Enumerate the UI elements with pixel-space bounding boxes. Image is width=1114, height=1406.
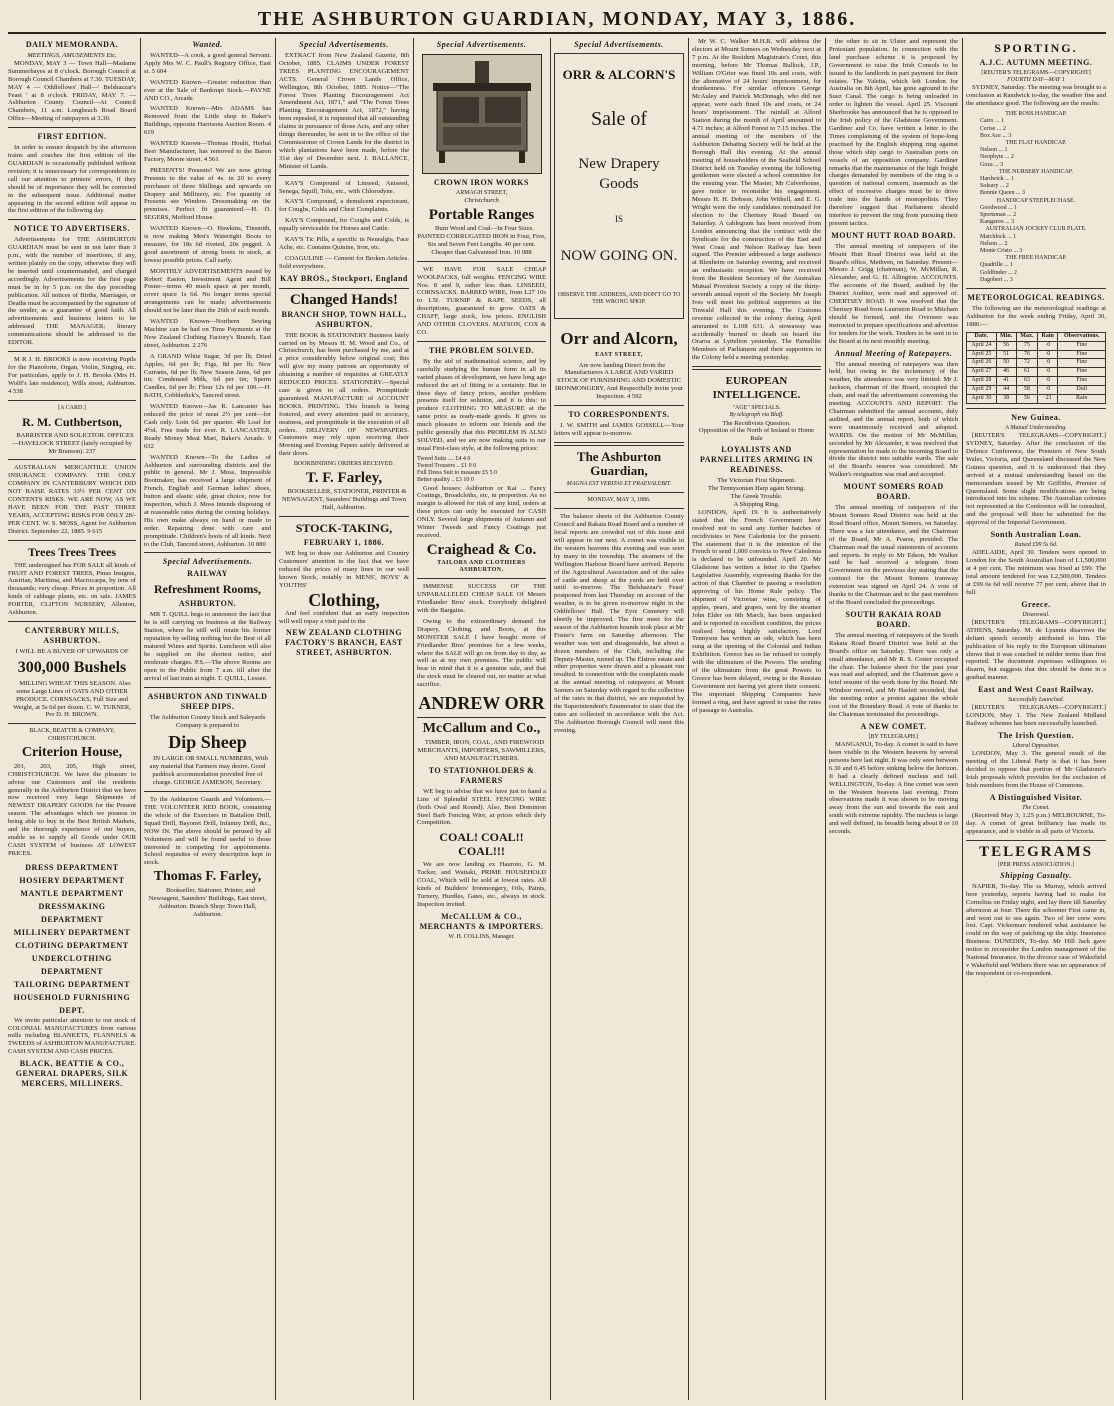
orr-now-going-on: NOW GOING ON. <box>560 247 678 264</box>
railway-news-title: East and West Coast Railway. <box>978 685 1094 695</box>
coal-heading: COAL! COAL!! COAL!!! <box>439 830 524 859</box>
department-item: TAILORING DEPARTMENT <box>13 979 131 989</box>
met-cell: Fine <box>1058 368 1106 377</box>
masthead-title: THE ASHBURTON GUARDIAN, MONDAY, MAY 3, 1886. <box>257 8 857 30</box>
kay-ad: KAY'S Compound, a demulcent expectorant, for Coughs, Colds and Chest Complaints. <box>279 198 409 214</box>
guinea-subtitle: A Mutual Understanding. <box>1005 424 1067 431</box>
mccallum-text-2: WE beg to advise that we have just to hand a Line of Splendid STEEL FENCING WIRE (both Oval and Round). Also, Best Dominion Steel Barb Fencing Wire, at prices which defy Competition. <box>417 787 546 827</box>
railway-subtitle: Refreshment Rooms, <box>153 582 262 597</box>
spacer <box>557 266 681 292</box>
divider <box>144 687 271 688</box>
immense-success: IMMENSE SUCCESS OF THE UNPARALLELED CHEAP SALE Of Messrs Friedlander Bros' stock. Everybody delighted with the Bargains. <box>417 583 546 615</box>
wanted-ad: WANTED Known—Mrs ADAMS has Removed from the Little shop to Baker's Buildings, opposite Harrisons Auction Room. 4 619 <box>144 105 271 137</box>
euro-heading: A Shipping Ring. <box>733 501 780 508</box>
divider <box>144 552 271 553</box>
loan-subtitle: Raised £99 5s 6d. <box>1014 542 1058 549</box>
railway-news-subtitle: Successfully Launched. <box>1008 697 1064 704</box>
dip-head: ASHBURTON AND TINWALD SHEEP DIPS. <box>147 691 268 711</box>
met-cell: Fine <box>1058 341 1106 350</box>
comet-byline: [BY TELEGRAPH.] <box>868 733 919 740</box>
wanted-ad: WANTED Known—To the Ladies of Ashburton and surrounding districts and the public in general. Mr J. Moss, Impressible Bootmaker, has received a large shipment of French, English and German ladies' shoes, button and elastic side, great choice, now for inspection, which J. Moss intends disposing of at reasonable rates during the coming holidays. His own make always on hand or made to order. Repairing done with care and promptitude. Children's boots of all kinds. Next to the Club, Tancred street, Ashburton. 10 880 <box>144 453 271 548</box>
changed-hands-subtitle: BRANCH SHOP, TOWN HALL, ASHBURTON. <box>281 309 407 329</box>
race-result: Goza ... 3 <box>980 161 1004 168</box>
race-name: THE NURSERY HANDICAP. <box>999 168 1073 175</box>
met-cell: Fine <box>1058 377 1106 386</box>
divider <box>966 840 1106 841</box>
wanted-ad: WANTED Known—O. Hawkins, Tinsmith, is now making Men's Watertight Boots to measure, for 18s 6d riveted, 20s pegged. A good assortment of strong boots in stock, at lowest possible prices. Call early. <box>144 225 271 264</box>
divider <box>279 175 409 176</box>
department-item: HOSIERY DEPARTMENT <box>19 875 125 885</box>
orr-goods: New Drapery Goods <box>578 156 660 192</box>
cuthbertson-name: R. M. Cuthbertson, <box>22 414 122 429</box>
railway-text: MR T. QUILL begs to announce the fact that he is still carrying on business at the Railway Station, where he still will retain his former reputation by selling nothing but the Best of all matured Wines and Spirits. Luncheon will also be supplied on the shortest notice, and moderate charges. P.S.—The above Rooms are open to the Public from 7 a.m. till after the arrival of last train at night. T. QUILL, Lessee. <box>144 611 271 682</box>
race-result: Monte Cristo ... 3 <box>980 247 1023 254</box>
trees-title: Trees Trees Trees <box>27 544 117 559</box>
race-name: THE FREE HANDICAP. <box>1005 255 1067 262</box>
met-table-body <box>967 341 1106 403</box>
notice-text: Advertisements for THE ASHBURTON GUARDIAN must be sent in not later than 3 p.m., with the number of insertions, if any, written plainly on the copy, otherwise they will be inserted until countermanded, and charged accordingly. Advertisements for the first page must be in by 5 p.m. on the day preceding publication. All notices of Births, Marriages, or Deaths must be accompanied by the signature of the sender, as a guarantee of good faith. All advertisements and business letters to be addressed THE MANAGER; literary communications should be addressed to the EDITOR. <box>8 236 136 347</box>
met-cell: 46 <box>996 368 1016 377</box>
nzcc-sign: NEW ZEALAND CLOTHING FACTORY'S BRANCH, EAST STREET, ASHBURTON. <box>285 628 403 658</box>
met-cell: Dull <box>1058 386 1106 395</box>
south-rakaia-title: SOUTH RAKAIA ROAD BOARD. <box>845 609 942 629</box>
tf-farley-name: T. F. Farley, <box>305 470 383 487</box>
met-cell: 61 <box>1016 368 1037 377</box>
clothing-text: And feel confident that an early inspection will well repay a visit paid to the <box>279 609 409 625</box>
met-cell: April 26 <box>967 359 997 368</box>
dip-text-2: IN LARGE OR SMALL NUMBERS, With any material that Farmers may desire. Good paddock accommodation provided free of charge. GEORGE JAMESON, Secretary. <box>149 755 268 787</box>
met-col-header: Date. <box>967 332 997 341</box>
crown-city: Christchurch <box>464 197 499 205</box>
mount-hutt-text: The annual meeting of ratepayers of the Mount Hutt Road District was held at the Board's office, Methven, on Saturday. Present—Messrs J. Grigg (chairman), W. McMillan, R. Alexander, and G. H. Allington. ACCOUNTS. The accounts of the Board, audited by the District Auditor, were read and approved of. CHERTSEY ROAD. It was resolved that the Chertsey Road from Lauriston Road to Mitcham should be formed, and the Overseer was instructed to prepare specifications and advertise for tenders for the work. Tenders to be sent in to the Board at its next monthly meeting. <box>829 242 958 345</box>
met-cell: 51 <box>996 350 1016 359</box>
met-cell: 44 <box>996 386 1016 395</box>
department-list <box>8 861 136 1017</box>
met-row <box>967 377 1106 386</box>
met-cell: Rain <box>1058 395 1106 404</box>
news-continued-text: the other to sit in Ulster and represent the Protestant population. In connection with the land purchase scheme it is proposed by Government to raise the Irish Consols to be issued to the landlords in part payment for their estates. The Valetta, which left London for Australia on 8th April, has gone aground in the Suez Canal. The cargo is being unloaded in order to lighten the vessel. April 25. Viscount Sherbrooke has announced that he is opposed to the Irish policy of the Gladstone Government. Gardiner and Co. have written a letter to the Times complaining of the system of hope-long practised by the English shipping ring against those which ship cargo to Australian ports on vessels of an opposition company. Gardiner remarks that the maintenance of the high freight charges demanded by members of the ring is a question of national concern, inasmuch as the effect of excessive charges must be to drive trade into the hands of monopolists. They therefore suggest that Parliament should interfere to prevent the ring from pursuing their present tactics. <box>829 38 958 227</box>
race-name: THE ROSS HANDICAP. <box>1005 111 1067 118</box>
met-cell: ·0 <box>1038 386 1058 395</box>
stationholders-heading: TO STATIONHOLDERS & FARMERS <box>428 765 535 785</box>
farley-name: Thomas F. Farley, <box>153 869 262 885</box>
divider <box>554 405 684 406</box>
orr-sale-of: Sale of <box>590 108 648 130</box>
met-cell: ·21 <box>1038 395 1058 404</box>
greece-subtitle: Disavowal. <box>1022 611 1050 618</box>
divider <box>417 578 546 579</box>
editorial-text: The balance sheets of the Ashburton County Council and Rakaia Road Board and a number of local reports are crowded out of this issue and will appear in our next. A comet was visible in the western heavens this evening and was seen by many in the township. The steamers of the Wellington Harbour Board have arrived. Reports of the Agricultural Association and of the sales of cattle and sheep at the yards are held over until to-morrow. The 'Belshazzar's Feast' postponed from last Thursday on account of the weather, is to be given to-morrow night in the Oddfellows' Hall. The Eyre Cemetery will shortly be improved. The first meet for the season of the Ashburton hounds took place at Mr Foster's farm on Saturday afternoon. The weather was wet and disagreeable, but about a dozen members of the Club, including the Deputy-Master, turned up. The Elstree estate and other properties were drawn and a pleasant run resulted. In connection with the complaints made at the annual meeting of ratepayers at Mount Somers on Saturday with regard to the collection of the rates in that district, we are requested by the Superintendent's Enumerator to state that the rates are collected in accordance with the Act. The Ashburton Borough Council will meet this evening. <box>554 513 684 734</box>
met-cell: April 29 <box>967 386 997 395</box>
irish-title: The Irish Question. <box>998 731 1074 741</box>
euro-heading: The Greek Trouble. <box>730 493 783 501</box>
department-item: DRESS DEPARTMENT <box>25 862 119 872</box>
double-divider <box>692 366 821 370</box>
met-col-header: Max. <box>1016 332 1037 341</box>
special-ads-title: Special Advertisements. <box>436 40 527 49</box>
euro-heading: The Recidivists Question. <box>722 419 791 427</box>
met-table <box>966 332 1106 404</box>
met-title: METEOROLOGICAL READINGS. <box>967 293 1105 302</box>
divider <box>8 351 136 352</box>
woolpacks-ad: WE HAVE FOR SALE CHEAP WOOLPACKS, full weights. FENCING WIRE Nos. 8 and 9, rather less than. LINSEED, CORNSACKS. BARBED WIRE, from L27 10s to L5f. TURNIP & RAPE SEEDS, all descriptions, guaranteed to grow. OATS & CHAFF, large stock, low prices. ENGLISH AND OTHER CLOVERS. MATSON, COX & CO. <box>417 265 546 336</box>
brooks-ad: M R J. H. BROOKS is now receiving Pupils for the Pianoforte, Organ, Violin, Singing, etc. For particulars, apply to J. H. Brooks (Mrs H. Wolff's late residence), Wills street, Ashburton. 4 538 <box>8 356 136 395</box>
dip-sheep: Dip Sheep <box>168 732 247 753</box>
loan-text: ADELAIDE, April 30. Tenders were opened in London for the South Australian loan of L1,500,000 at 4 per cent. The minimum was fixed at £99. The total amount tendered for was L2,500,000. Tenders at £99 6s 6d will receive 77 per cent, above that in full. <box>966 549 1106 596</box>
paper-title: The Ashburton Guardian, <box>576 448 662 478</box>
visitor-text: (Received May 3, 1.25 p.m.) MELBOURNE, To-day. A comet of great brilliancy has made its appearance, and is visible in all parts of Victoria. <box>966 812 1106 835</box>
divider <box>279 288 409 289</box>
race-result: Sportsman ... 2 <box>980 211 1017 218</box>
telegrams-byline: [PER PRESS ASSOCIATION.] <box>997 861 1075 868</box>
kay-ad: KAY'S Compound of Linseed, Aniseed, Senega, Squill, Tolu, etc., with Chlorodyne. <box>279 179 409 195</box>
race-name: HANDICAP STEEPLECHASE. <box>996 197 1076 204</box>
race-results <box>966 111 1106 284</box>
met-cell: ·0 <box>1038 341 1058 350</box>
sporting-title: SPORTING. <box>994 41 1078 55</box>
mount-hutt-title: MOUNT HUTT ROAD BOARD. <box>831 230 956 240</box>
bookbinding-line: BOOKBINDING ORDERS RECEIVED. <box>293 461 395 468</box>
met-cell: 56 <box>996 341 1016 350</box>
race-result: Quadrille ... 1 <box>980 262 1014 269</box>
orr-is: IS <box>614 214 623 224</box>
irish-text: LONDON, May 3. The general result of the meeting of the Liberal Party is that it has been decided to oppose that portion of Mr Gladstone's Irish proposals which provides for the exclusion of Irish members from the House of Commons. <box>966 750 1106 789</box>
divider <box>8 540 136 541</box>
column-rule <box>962 38 963 1400</box>
met-cell: 72 <box>1016 359 1037 368</box>
memoranda-title: DAILY MEMORANDA. <box>25 40 119 49</box>
price-line: Full Dress Suit to measure £5 5 0 <box>417 470 498 477</box>
stocktaking-date: FEBRUARY 1, 1886. <box>303 538 385 548</box>
special-ads-title: Special Advertisements. <box>574 40 664 49</box>
met-row <box>967 341 1106 350</box>
railway-title: RAILWAY <box>187 569 228 579</box>
telegrams-text: NAPIER, To-day. The ss Murray, which arrived here yesterday, reports having had to make for Cornelius on Friday night, and lay there till Saturday afternoon at four. There the schooner First came in, and went out to sea again. Two of her crew were lost. Capt. Vickerman rendered what assistance he could on the way of patching up the ship. Insurance Business. DUNEDIN, To-day. Mr Hill Jack gave notice to reconsider the London management of the National Insurance. In the divorce case of Wakefield v Wakefield and Withers there was no appearance of the respondent or co-respondent. <box>966 882 1106 977</box>
masthead <box>8 6 1106 34</box>
met-text: The following are the meteorological readings at Ashburton for the week ending Friday, April 30, 1886:— <box>966 305 1106 328</box>
race-name: THE FLAT HANDICAP. <box>1005 139 1067 146</box>
column-rule <box>550 38 551 1400</box>
met-cell: 58 <box>1016 386 1037 395</box>
divider <box>417 261 546 262</box>
wanted-ad: WANTED Known—Jas R. Lancaster has reduced the price of meat 2½ per cent—for Cash only. Loin 6d. per quarter. 4lb Loaf for 4½d. Free trade for ever. R. LANCASTER, Ready Money Meat Mart, Baker's Arcade. 9 632 <box>144 403 271 450</box>
orr-owing: Owing to the extraordinary demand for Drapery, Clothing, and Boots, at this MONSTER SALE I have bought more of Friedlander Bros' premises for a few weeks, where the SALE will go on from day to day, as well as at my own premises. The public will bear in mind that it is a genuine sale, and that the stock must be cleared out, no matter at what sacrifice. <box>417 617 546 689</box>
stove-icon <box>423 55 541 173</box>
stocktaking-text: WE beg to draw our Ashburton and Country Customers' attention to the fact that we have reduced the prices of many lines in our well known Stock, notably in MENS', BOYS' & YOUTHS' <box>279 550 409 589</box>
euro-heading: The Tennysonian Harp again Strung. <box>707 485 806 493</box>
met-cell: 63 <box>1016 377 1037 386</box>
met-table-header <box>967 332 1106 341</box>
met-cell: ·0 <box>1038 377 1058 386</box>
special-ads-title: Special Advertisements. <box>299 40 389 49</box>
correspondents-title: TO CORRESPONDENTS. <box>568 410 670 420</box>
column-1 <box>8 38 136 1400</box>
divider <box>8 459 136 460</box>
column-rule <box>275 38 276 1400</box>
met-row <box>967 350 1106 359</box>
race-result: Cairo ... 1 <box>980 118 1004 125</box>
met-row <box>967 359 1106 368</box>
column-4 <box>417 38 546 1400</box>
craighead-title: Craighead & Co. <box>426 541 537 558</box>
race-result: Bonnie Queen ... 3 <box>980 190 1025 197</box>
orr2-text: Are now landing Direct from the Manufacturers A LARGE AND VARIED STOCK OF FURNISHING AND DOMESTIC IRONMONGERY, And Respectfully invite your Inspection. 4 592 <box>555 361 683 401</box>
amu-ad: AUSTRALIAN MERCANTILE UNION INSURANCE COMPANY. THE ONLY COMPANY IN CANTERBURY WHICH DID NOT RAISE RATES 33½ PER CENT ON CONTENTS RISKS. WE ARE NOW, AS WE HAVE BEEN FOR THE PAST THREE YEARS, ACCEPTING RISKS FOR ONLY 28/- PER CENT. W. S. MOSS, Agent for Ashburton District. September 22, 1885. 9 615 <box>8 464 136 535</box>
paper-motto: MAGNA EST VERITAS ET PRAEVALEBIT. <box>566 480 672 487</box>
department-item: DRESSMAKING DEPARTMENT <box>38 901 106 924</box>
euro-heading: The Victorian First Shipment. <box>717 477 796 485</box>
criterion-text: 201, 203, 205, High street, CHRISTCHURCH. We have the pleasure to advise our Customers and the residents generally in the Ashburton District that we have now received very large Shipments of NEWEST DRAPERY GOODS for the Present season. The advantages which we possess in being able to buy in the Best British Markets, and the thorough experience of our buyers, enable us to supply all Goods under OUR CASH SYSTEM of business AT LOWEST PRICES. <box>8 762 136 857</box>
forest-trees-notice: EXTRACT from New Zealand Gazette, 8th October, 1885. CLAIMS UNDER FOREST TREES PLANTING ENCOURAGEMENT ACTS. General Crown Lands Office, Wellington, 8th October, 1885. Notice—"The Forest Trees Planting Encouragement Act Amendment Act, 1871," and "The Forest Trees Planting Encouragement Act, 1872," having been repealed, it is requested that all outstanding claims in pursuance of those Acts, and any other things thereunder, be sent in to the office of the Commissioner of Crown Lands for the district in which plantations have been made, before the 31st day of December next. J. BALLANCE, Minister of Lands. <box>279 52 409 170</box>
divider <box>966 408 1106 409</box>
euro-heading: Opposition of the North of Ireland to Home Rule <box>698 427 815 443</box>
met-cell: April 28 <box>967 377 997 386</box>
ratepayers-text: The annual meeting of ratepayers was then held, but owing to the inclemency of the weather, the attendance was very limited. Mr J. Jackson, chairman of the Board, occupied the chair, and read the advertisement convening the meeting. ACCOUNTS AND REPORT. The Chairman submitted the annual accounts, duly audited, and the annual report, both of which were unanimously received and adopted. WARDS. On the motion of Mr McMillan, seconded by Mr Alexander, it was resolved that representation be made to the incoming Board to divide the district into suitable wards. The sale of the Board's reserve was considered. Mr Walker's resignation was read and accepted. <box>829 360 958 479</box>
mills-title: CANTERBURY MILLS, ASHBURTON. <box>24 625 120 645</box>
special-ads-title: Special Advertisements. <box>162 557 253 567</box>
visitor-title: A Distinguished Visitor. <box>989 792 1083 802</box>
orr-observe: OBSERVE THE ADDRESS, AND DON'T GO TO THE WRONG SHOP. <box>557 291 681 306</box>
changed-hands-text: THE BOOK & STATIONERY Business lately carried on by Messrs H. M. Wood and Co., of Christchurch, has been purchased by me, and at a price considerably below original cost; this will give my many patrons an opportunity of obtaining a number of requisites at GREATLY REDUCED PRICES. STATIONERY.—Special care is given to all orders. Promptitude guaranteed. MANUFACTURE of ACCOUNT BOOKS. PRINTING. This branch is being fostered, and every attention paid to accuracy, neatness, and promptitude in the execution of all orders. DELIVERY OF NEWSPAPERS. Customers may rely upon receiving their Morning and Evening Papers safely delivered at their doors. <box>279 331 409 458</box>
department-item: MANTLE DEPARTMENT <box>20 888 124 898</box>
ajc-title: A.J.C. AUTUMN MEETING. <box>979 58 1093 67</box>
met-col-header: Min. <box>996 332 1016 341</box>
orr2-street: EAST STREET, <box>595 352 643 359</box>
column-rule <box>825 38 826 1400</box>
spacer <box>557 84 681 106</box>
wanted-ad: WANTED Known—Greater reduction than ever at the Sale of Bankrupt Stock.—PAYNE AND CO., Arcade. <box>144 78 271 102</box>
local-news-text: Mr W. C. Walker M.H.R. will address the electors at Mount Somers on Wednesday next at 7 p.m. At the Resident Magistrate's Court, this morning, before Mr Thomas Bullock, J.P., William O'Grier was fined 10s and costs, with the alternative of 24 hours' imprisonment, for drunkenness. For similar offences George McAuley and Patrick McDonagh, who did not appear, were each fined 10s and costs, or 24 hours' imprisonment. The rainfall at Alford Station during the month of April amounted to 4.71 inches; at Alford Forest to 7.15 inches. The annual meeting of the members of the Ashburton Debating Society will be held at the Borough Hall this evening. At the annual meeting of householders of the Seafield School District held on Tuesday evening the following gentlemen were elected a school committee for the ensuing year. The Master, Mr Culverhouse, gave notice to reconsider his engagement. Messrs H. H. Dobson, John Withell, and E. G. Wright were the only candidates nominated for election to the Chertsey Road Board on Saturday. A cablegram has been received from London announcing that the contract with the Syndicate for the construction of the East and West Coast and Nelson Railway has been signed. The Premier addressed a large audience at Blenheim on Saturday evening, and received an enthusiastic reception. We have received from the Resident Secretary of the Australian Mutual Provident Society a copy of the thirty-seventh annual report of the Society. Mr Joseph Ives will meet his political supporters at the Tinwald Hall this evening. The Customs revenue collected in the colony during April amounted to L108 631. A stowaway was accidentally burned to death on board the Oraroa at Lyttelton yesterday. The Parnellite Members of Parliament and their supporters in the Colony held a meeting yesterday. <box>692 38 821 362</box>
euro-subtitle: "AGE" SPECIALS. <box>732 405 781 412</box>
race-result: Goldfinder ... 2 <box>980 269 1017 276</box>
spacer <box>557 132 681 154</box>
met-cell: Fine <box>1058 359 1106 368</box>
met-cell: 75 <box>1016 341 1037 350</box>
euro-text: LONDON, April 19. It is authoritatively stated that the French Government have resolved not to send any further batches of recidivistes to New Caledonia for the present. The statement that it is the intention of the French to send 1,000 convicts to New Caledonia is declared to be unfounded. April 20. Mr Gladstone has written a letter to the Quebec Legislative Assembly, expressing thanks for the action of that Chamber in passing a resolution approving of his Home Rule policy. The shipment of Victorian wine, consisting of apples, pears, and grapes, sent by the steamer John Elder on 6th March, has been unpacked and is reported in excellent condition, the prices realised being highly satisfactory. Lord Tennyson has written an ode, which has been sung at the opening of the Colonial and Indian Exhibition. Greece has so far refused to comply with the ultimatum of the Powers. The sending of the ultimatum from the great Powers to Greece has been delayed, owing to the Russian Government not having yet given their consent. The important Shipping Companies have formed a ring, and have agreed to raise the rates of passage to Australia. <box>692 508 821 714</box>
wanted-ad: WANTED Known—Northern Sewing Machine can be had on Time Payments at the New Zealand Clothing Factory's Branch, East street, Ashburton. 2 276 <box>144 318 271 349</box>
department-item: HOUSEHOLD FURNISHING DEPT. <box>13 992 131 1015</box>
clothing-heading: Clothing, <box>308 589 380 610</box>
ratepayers-title: Annual Meeting of Ratepayers. <box>834 348 953 358</box>
divider <box>8 219 136 220</box>
wanted-ad: WANTED Known—Thomas Houlit, Herbal Beer Manufacturer, has removed to the Baron Factory, Moore street. 4 561 <box>144 140 271 163</box>
first-edition-title: FIRST EDITION. <box>37 132 107 142</box>
price-line: Tweed Trousers .. £1 0 0 <box>417 462 477 469</box>
euro-heading: LOYALISTS AND PARNELLITES ARMING IN READINESS. <box>699 445 814 475</box>
ranges-title: Portable Ranges <box>428 207 535 224</box>
met-cell: ·0 <box>1038 350 1058 359</box>
mccallum-text: TIMBER, IRON, COAL, AND FIREWOOD MERCHANTS, IMPORTERS, SAWMILLERS, AND MANUFACTURERS. <box>417 739 546 762</box>
kay-ad: KAY'S Tic Pills, a specific in Neuralgia, Face Ache, etc. Contains Quinine, Iron, etc. <box>279 236 409 251</box>
met-cell: ·0 <box>1038 368 1058 377</box>
guinea-text: [REUTER'S TELEGRAMS—COPYRIGHT.] SYDNEY, Saturday. After the conclusion of the Defence Conference, the Premiers of New South Wales, Victoria, and Queensland discussed the New Guinea question, and it is understood that they arrived at a mutual understanding based on the memorandum issued by Mr Griffiths, Premier of Queensland. Some slight modifications are being introduced into his scheme. The Australian colonies not represented at the Conference will be consulted, and the proposal will then be submitted for the approval of the Imperial Government. <box>966 432 1106 527</box>
irish-subtitle: Liberal Opposition. <box>1012 743 1060 750</box>
crown-street: ARMAGH STREET, <box>455 190 508 196</box>
orr2-title: Orr and Alcorn, <box>560 329 678 349</box>
railway-news-text: [REUTER'S TELEGRAMS—COPYRIGHT.] LONDON, May 1. The New Zealand Midland Railway schemes has been successfully launched. <box>966 704 1106 728</box>
ajc-text: SYDNEY, Saturday. The meeting was brought to a conclusion at Randwick to-day, the weather fine and the attendance good. The following are the results: <box>966 84 1106 108</box>
loan-title: Sonth Australian Loan. <box>990 530 1082 540</box>
mills-bushels: 300,000 Bushels <box>17 658 127 676</box>
orr-alcorn-sale-ad <box>554 53 684 319</box>
criterion-sign: BLACK, BEATTIE & CO., GENERAL DRAPERS, SILK MERCERS, MILLINERS. <box>15 1059 129 1089</box>
race-result: Nelson ... 1 <box>980 147 1008 154</box>
met-cell: April 30 <box>967 395 997 404</box>
cuthbertson-text: BARRISTER AND SOLICITOR. OFFICES—HAVELOCK STREET (lately occupied by Mr Branson). 237 <box>12 431 134 455</box>
price-line: Tweed Suits .... £4 4 0 <box>417 455 471 462</box>
wanted-ad: PRESENTS! Presents! We are now giving Presents to the value of 4s. in 20 to every purchaser of three Shillings and upwards on Drapery and Millinery, etc. For quantity of Presents see Window. Dressmaking on the premises. Perfect fit guaranteed.—H. O. SEGERS, Mofford House. <box>144 166 271 222</box>
race-result: Neophyte ... 2 <box>980 154 1014 161</box>
coal-text: We are now landing ex Hauroto, G. M. Tucker, and Waitaki, PRIME HOUSEHOLD COAL, Which will be sold at lowest rates. All kinds of Builders' Ironmongery, Oils, Paints, Turnery, Hurdles, Gates, etc., always in stock. Inspection invited. <box>417 861 546 908</box>
met-cell: ·0 <box>1038 359 1058 368</box>
comet-title: A NEW COMET. <box>860 721 927 731</box>
school-text: To the Ashburton Guards and Volunteers.—THE VOLUNTEER RED BOOK, containing the whole of the Exercises in Battalion Drill, Squad Drill, Bayonet Drill, Infantry Drill, &c., NOW IN. The above should be perused by all Volunteers and will be found useful to those interested in competing for appointments. School requisites of every description kept in stock. <box>144 796 271 867</box>
problem-foot: Good houses: Ashburton or Kai ... Fancy Coatings, Broadcloths, etc, in proportion. As no margin is allowed for risk of any kind, orders at these prices can only be executed for CASH ONLY. Several large shipments of Autumn and Winter Tweeds and Fancy Coatings just received. <box>417 484 546 540</box>
problem-text: By the aid of mathematical science, and by carefully studying the human form in all its varied phases of development, we have long ago reduced the art of fitting to a certainty. But in these days of fancy prices, another problem presents itself for solution, and it is this: to produce CLOTHING TO MEASURE at the same price as ready-made goods. It gives us much pleasure to inform our friends and the public generally that this PROBLEM IS ALSO SOLVED, and we are now making suits to our usual First-class style, at the following prices: <box>417 357 546 452</box>
race-result: Kangaroo ... 3 <box>980 219 1015 226</box>
wanted-ad: MONTHLY ADVERTISEMENTS issued by Robert Easton, Investment Agent and Bill Poster—terms 40 much space at per month, cover space 1s 6d. No longer terms special arrangements can be made; advertisements should not be later than the 26th of each month. <box>144 267 271 315</box>
met-cell: 50 <box>996 359 1016 368</box>
visitor-subtitle: The Comet. <box>1022 804 1050 811</box>
telegrams-subtitle: Shipping Casualty. <box>1000 870 1072 880</box>
spacer <box>557 194 681 216</box>
farley-text: Bookseller, Stationer, Printer, and Newsagent, Saunders' Buildings, East street, Ashburton. Branch Shop: Town Hall, Ashburton. <box>148 887 267 918</box>
range-stove-illustration <box>422 54 542 174</box>
race-name: AUSTRALIAN JOCKEY CLUB PLATE. <box>985 226 1087 233</box>
mccallum-manager: W. H. COLLINS, Manager. <box>448 933 515 940</box>
mills-text-2: MILLING WHEAT THIS SEASON. Also some Large Lines of OATS AND OTHER PRODUCE. CORNSACKS, Full Size and Weight, at 5s 6d per dozen. C. W. TURNER, Per D. H. BROWN. <box>13 679 131 719</box>
andrew-orr: ANDREW ORR <box>418 693 545 714</box>
met-cell: 38 <box>996 395 1016 404</box>
mount-somers-text: The annual meeting of ratepayers of the Mount Somers Road District was held at the Road Board office, Mount Somers, on Saturday. There was a fair attendance, and the Chairman of the Board, Mr A. Pearse, presided. The Chairman read the usual statements of accounts and reports. In reply to Mr Edson, Mr Walker said he had received a telegram from Government on the previous day stating that the contract for the Mount Somers tramway extension was signed on April 24. A vote of thanks to the Chairman and to the past members of the Board concluded the proceedings. <box>829 504 958 606</box>
changed-hands-title: Changed Hands! <box>290 291 398 308</box>
mills-text: I WILL BE A BUYER OF UPWARDS OF <box>15 647 129 655</box>
divider <box>8 400 136 401</box>
notice-title: NOTICE TO ADVERTISERS. <box>13 224 130 234</box>
divider <box>144 791 271 792</box>
race-result: Soleary ... 2 <box>980 183 1009 190</box>
railway-place: ASHBURTON. <box>178 599 237 609</box>
spacer <box>557 224 681 246</box>
stocktaking-title: STOCK-TAKING, <box>295 521 393 536</box>
column-7 <box>829 38 958 1400</box>
kay-sign: KAY BROS., Stockport, England <box>280 273 408 283</box>
mccallum-sign: McCALLUM & CO., MERCHANTS & IMPORTERS. <box>419 911 544 931</box>
price-line: Better quality .. £3 10 0 <box>417 477 474 484</box>
divider <box>554 492 684 493</box>
divider <box>8 127 136 128</box>
divider <box>8 621 136 622</box>
guinea-title: New Guinea. <box>1011 412 1061 422</box>
department-item: CLOTHING DEPARTMENT <box>15 940 129 950</box>
race-result: Goodwood ... 1 <box>980 204 1018 211</box>
criterion-title: Criterion House, <box>21 744 123 760</box>
column-2 <box>144 38 271 1400</box>
met-cell: April 25 <box>967 350 997 359</box>
greece-text: [REUTER'S TELEGRAMS—COPYRIGHT.] ATHENS, Saturday. M. de Lyannis disavows the defiant speech recently attributed to him. The publication of his reply to the European ultimatum shows that it was couched in milder terms than first reported. The document expresses willingness to disarm, but suggests that this should be done in a gradual manner. <box>966 618 1106 682</box>
mount-somers-title: MOUNT SOMERS ROAD BOARD. <box>843 482 944 502</box>
wanted-ad: A GRAND White Sugar, 3d per lb; Dried Apples, 6d per lb; Figs, 8d per lb; New Currants, 6d per lb; New Season Jams, 6d per tin; Condensed Milk, 6d per tin; Sperm Candles, 6d per lb; Flour 12s 6d per 100.—H. BATH, Cobbledick's, Tancred street. <box>144 352 271 400</box>
met-col-header: Observations. <box>1058 332 1106 341</box>
euro-title: EUROPEAN INTELLIGENCE. <box>712 375 801 402</box>
ajc-byline: [REUTER'S TELEGRAMS—COPYRIGHT] <box>981 70 1091 76</box>
ajc-day: FOURTH DAY—MAY 1 <box>1007 77 1065 84</box>
column-3 <box>279 38 409 1400</box>
met-cell: April 27 <box>967 368 997 377</box>
south-rakaia-text: The annual meeting of ratepayers of the South Rakaia Road Board District was held at the Board's office on Saturday. There was only a small attendance, and Mr R. S. Coster occupied the chair. The balance sheet for the past year was read and adopted, and the Chairman gave a brief resume of the work done by the Board. Mr Windsor moved, and Mr Haslett seconded, that the meeting enter a protest against the whole cost of the Boundary Road. A vote of thanks to the Chairman terminated the proceedings. <box>829 631 958 718</box>
divider <box>279 516 409 517</box>
orr-title: ORR & ALCORN'S <box>562 67 676 82</box>
column-5 <box>554 38 684 1400</box>
wanted-ad: WANTED—A cook, a good general Servant. Apply Mrs W. C. Paull's Registry Office, East st. 5 604 <box>144 52 271 75</box>
department-item: UNDERCLOTHING DEPARTMENT <box>31 953 113 976</box>
kay-ad: KAY'S Compound, for Coughs and Colds, is equally serviceable for Horses and Cattle. <box>279 217 409 233</box>
criterion-head: BLACK, BEATTIE & COMPANY, CHRISTCHURCH. <box>29 728 115 742</box>
met-row <box>967 386 1106 395</box>
divider <box>417 717 546 718</box>
first-edition-text: In order to ensure despatch by the afternoon trains and coaches the first edition of the GUARDIAN is occasionally published without revision; it is unnecessary for correspondents to call our attention to printers' errors, if they should be of importance they will be corrected in the subsequent issue. Additional matter appearing in the second edition will appear in the first edition of the following day. <box>8 144 136 215</box>
race-result: Box Ace ... 3 <box>980 132 1012 139</box>
met-col-header: Rain <box>1038 332 1058 341</box>
met-cell: 41 <box>996 377 1016 386</box>
crown-iron-works: CROWN IRON WORKS <box>434 178 529 187</box>
column-rule <box>688 38 689 1400</box>
paper-date: MONDAY, MAY 3, 1886. <box>587 497 651 504</box>
kay-ad: COAGULINE — Cement for Broken Articles. Sold everywhere. <box>279 254 409 270</box>
wanted-title: Wanted. <box>192 40 223 49</box>
greece-title: Greece. <box>1021 599 1051 609</box>
column-rule <box>413 38 414 1400</box>
criterion-foot: We invite particular attention to our stock of COLONIAL MANUFACTURES from various mills including BLANKETS, FLANNELS & TWEEDS of ASHBURTON MANUFACTURE. CASH SYSTEM AND CASH PRICES. <box>8 1016 136 1056</box>
column-6 <box>692 38 821 1400</box>
trees-text: THE undersigned has FOR SALE all kinds of FRUIT AND FOREST TREES, Pinus Insignis, Austrian, Maritima, and Macrocarpa, by tens of thousands; very cheap. Prices in proportion. All kinds of cabbage plants, etc. on sale. JAMES PORTER, CLIFTON NURSERY, Allenton, Ashburton. <box>8 561 136 617</box>
race-result: Cerise ... 2 <box>980 125 1006 132</box>
department-item: MILLINERY DEPARTMENT <box>13 927 131 937</box>
comet-text: MANGANUI, To-day. A comet is said to have been visible in the Western heavens by several persons here last night. It was only seen between 6.30 and 6.45 before sinking below the horizon. It had a clearly defined nucleus and tail. WELLINGTON, To-day. A fine comet was seen in the Western heavens last evening. From observations made it was shown to be moving away from the sun and towards the east and south with extreme rapidity. The nucleus is large and well defined, its breadth being about 8 or 10 seconds. <box>829 741 958 836</box>
met-cell: 56 <box>1016 395 1037 404</box>
column-8 <box>966 38 1106 1400</box>
race-result: Nelson ... 2 <box>980 240 1008 247</box>
met-row <box>967 368 1106 377</box>
race-result: Matchlock ... 1 <box>980 233 1017 240</box>
double-divider <box>554 442 684 446</box>
euro-byline: By telegraph via Bluff. <box>729 412 784 419</box>
dip-text: The Ashburton County Stock and Saleyards Company is prepared to <box>149 713 266 729</box>
divider <box>554 508 684 509</box>
met-cell: April 24 <box>967 341 997 350</box>
card-label: [A CARD.] <box>58 404 86 411</box>
ranges-text: Burn Wood and Coal—In Four Sizes. PAINTED CORRUGATED IRON in Four, Five, Six and Seven Feet Lengths. 40 per cent. Cheaper than Galvanised Iron. 10 988 <box>417 225 546 256</box>
tf-farley-text: BOOKSELLER, STATIONER, PRINTER & NEWSAGENT, Saunders' Buildings and Town Hall, Ashburton. <box>281 488 407 512</box>
divider <box>966 288 1106 289</box>
divider <box>417 341 546 342</box>
craighead-subtitle: TAILORS AND CLOTHIERS ASHBURTON. <box>437 559 526 574</box>
problem-title: THE PROBLEM SOLVED. <box>428 345 534 355</box>
memoranda-text: MONDAY, MAY 3 — Town Hall—Madame Summerhayes at 8 o'clock. Borough Council at Borough Council Chambers at 7.30. TUESDAY, MAY 4 — Oddfellows' Hall—' Belshazzar's Feast ' at 8 o'clock. FRIDAY, MAY 7. — Ashburton County Council—At Council Chambers, 11 a.m. Longbeach Road Board Office—Meeting of ratepayers at 3.30. <box>8 59 136 123</box>
met-cell: Fine <box>1058 350 1106 359</box>
column-rule <box>140 38 141 1400</box>
correspondents-text: J. W. SMITH and JAMES GOSSELL—Your letters will appear to-morrow. <box>554 422 684 437</box>
race-result: Hardwick ... 1 <box>980 175 1015 182</box>
divider <box>8 723 136 724</box>
telegrams-title: TELEGRAMS <box>979 843 1093 860</box>
race-result: Dagobert ... 3 <box>980 276 1013 283</box>
mccallum-title: McCallum and Co., <box>422 721 541 737</box>
met-cell: 76 <box>1016 350 1037 359</box>
memoranda-subtitle: MEETINGS, AMUSEMENTS Etc. <box>27 52 117 59</box>
met-row <box>967 395 1106 404</box>
